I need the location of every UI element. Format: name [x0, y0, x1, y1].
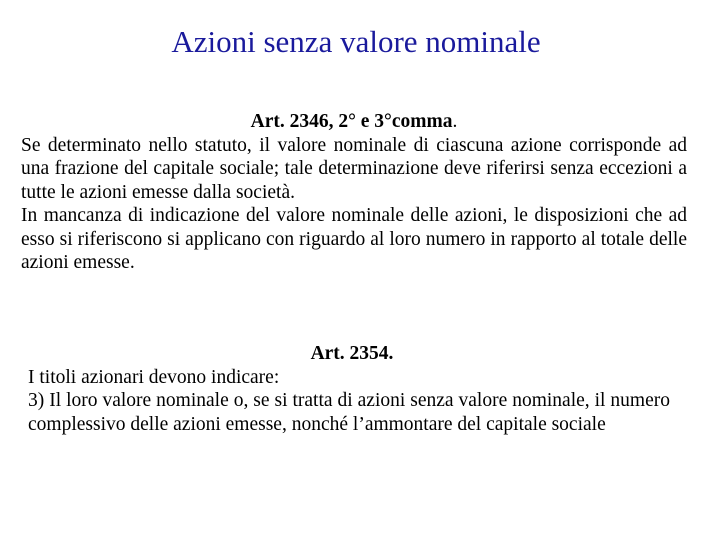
- article-2346-heading: [21, 110, 687, 134]
- article-2354-intro: I titoli azionari devono indicare:: [28, 366, 280, 388]
- article-2354-section: [28, 342, 670, 436]
- article-2346-heading-text: Art. 2346, 2° e 3°comma: [250, 111, 453, 132]
- article-2354-heading: Art. 2354.: [310, 343, 394, 364]
- page-title: Azioni senza valore nominale: [171, 24, 541, 59]
- article-2346-section: [21, 110, 687, 275]
- article-2354-item-3: 3) Il loro valore nominale o, se si tratta di azioni senza valore nominale, il numero complessivo delle azioni emesse, nonché l’ammontare del capitale sociale: [28, 390, 670, 435]
- article-2346-paragraph-2: In mancanza di indicazione del valore nominale delle azioni, le disposizioni che ad esso si riferiscono si applicano con riguardo al loro numero in rapporto al totale delle azioni emesse.: [21, 205, 687, 273]
- article-2346-heading-trail: .: [452, 111, 458, 132]
- article-2346-paragraph-1: Se determinato nello statuto, il valore nominale di ciascuna azione corrisponde ad una frazione del capitale sociale; tale determinazione deve riferirsi senza eccezioni a tutte le azioni emesse dalla società.: [21, 134, 687, 203]
